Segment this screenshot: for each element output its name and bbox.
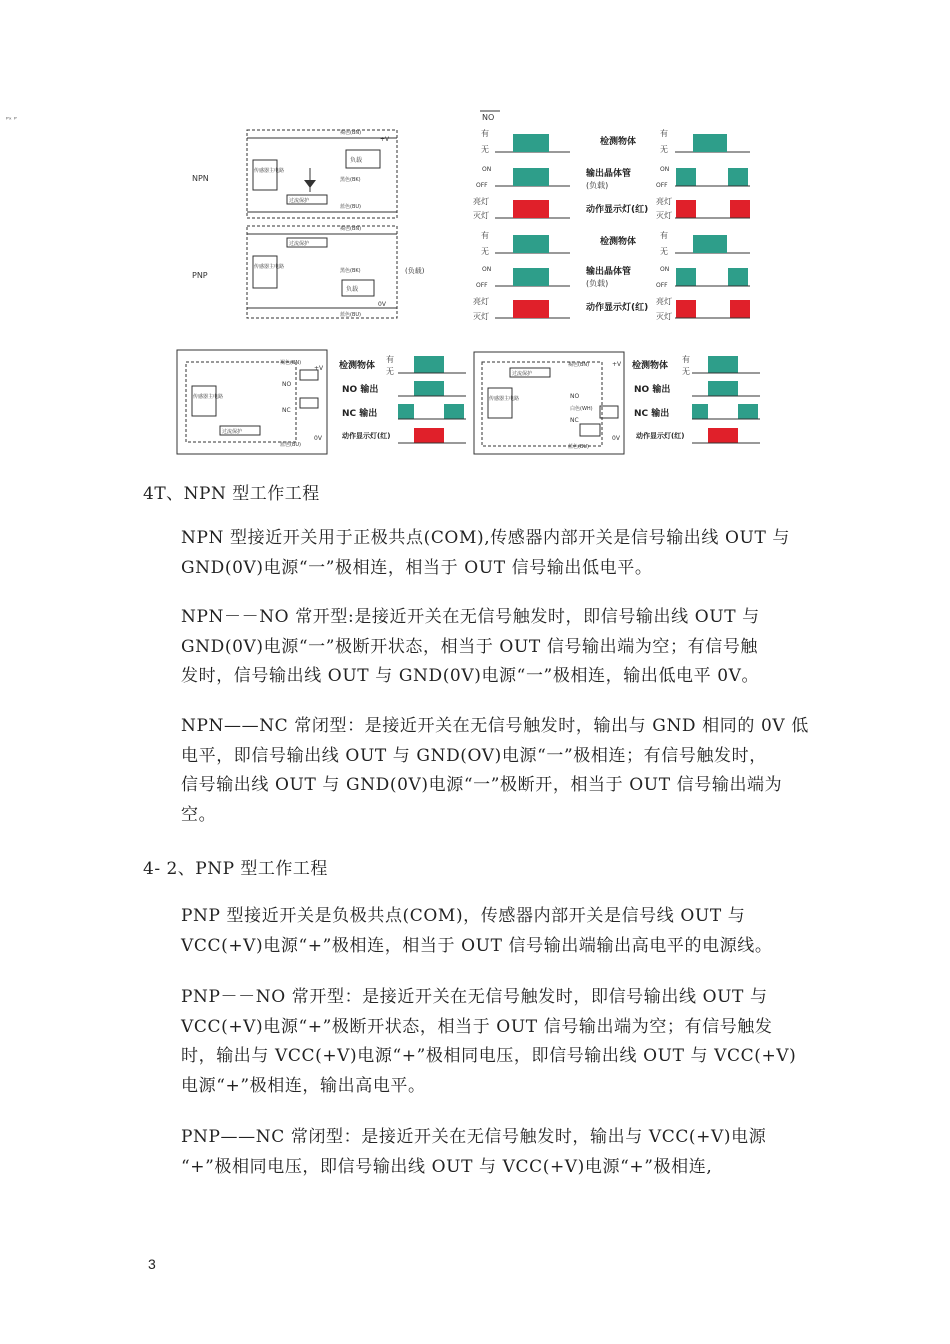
timing-no-label: NO [482,113,495,122]
timing-r-none-2: 无 [660,247,668,256]
timing-r-lamp-1: 动作显示灯(红) [586,205,649,215]
text-line: VCC(+V)电源“+”极相连，相当于 OUT 信号输出端输出高电平的电源线。 [181,935,773,956]
nonc-nc: NC [282,407,291,414]
timing-r-transistor-1: 输出晶体管 [586,169,632,179]
nonc-no: NO [282,381,292,388]
pnp-no-paragraph [181,983,811,1101]
pnp-load: 负载 [346,286,359,293]
npn-nc-paragraph [181,712,811,830]
text-line: 发时，信号输出线 OUT 与 GND(0V)电源“一”极相连，输出低电平 0V。 [181,666,760,686]
text-line: 空。 [181,804,217,825]
timing-r-detect-2: 检测物体 [600,237,637,247]
npn-sensor-main: 传感器主电路 [254,168,285,174]
pnp-intro-paragraph [181,902,811,961]
npn-wire-blue: 蓝色(BU) [340,204,361,210]
pnonc-zero-v: 0V [612,435,620,442]
text-line: GND(0V)电源“一”极断开状态，相当于 OUT 信号输出端为空；有信号触 [181,636,759,657]
pnp-nc-paragraph [181,1123,811,1182]
pnp-nonc-circuit [474,352,624,454]
nonc-have-2: 有 [682,355,690,364]
pnonc-overcurrent: 过流保护 [512,371,533,377]
pnp-sensor-main: 传感器主电路 [254,264,285,270]
timing-r-detect-1: 检测物体 [600,137,637,147]
timing-r-load-2: (负载) [586,279,609,288]
timing-right [585,128,750,321]
timing-r-lamp-2: 动作显示灯(红) [586,303,649,313]
timing-none-1: 无 [481,145,489,154]
wiring-diagram-bottom [176,348,762,456]
timing-left [473,111,570,321]
text-line: NPN－－NO 常开型:是接近开关在无信号触发时，即信号输出线 OUT 与 [181,607,760,627]
nonc-have-1: 有 [386,355,394,364]
timing-r-lit-1: 亮灯 [656,197,672,206]
pnp-label: PNP [192,271,208,280]
timing-r-unlit-2: 灭灯 [656,312,672,321]
timing-lit-2: 亮灯 [473,297,489,306]
pnonc-wire-white: 白色(WH) [570,406,593,412]
nonc-plus-v: +V [314,365,324,372]
nonc-none-1: 无 [386,367,394,376]
page-number: 3 [148,1256,156,1272]
timing-r-have-2: 有 [660,231,668,240]
text-line: 电平，即信号输出线 OUT 与 GND(OV)电源“一”极相连；有信号触发时， [181,745,767,766]
pnp-wire-brown: 褐色(BN) [340,226,362,232]
npn-overcurrent: 过流保护 [289,198,310,204]
text-line: NPN——NC 常闭型：是接近开关在无信号触发时，输出与 GND 相同的 0V 低 [181,716,809,736]
npn-wire-brown: 褐色(BN) [340,130,362,136]
timing-r-unlit-1: 灭灯 [656,211,672,220]
corner-mark: ᴾˣ ᴾ [6,116,17,124]
text-line: NPN 型接近开关用于正极共点(COM),传感器内部开关是信号输出线 OUT 与 [181,528,791,548]
timing-r-off-1: OFF [656,182,668,189]
pnonc-nc: NC [570,417,579,424]
timing-have-1: 有 [481,129,489,138]
text-line: GND(0V)电源“一”极相连，相当于 OUT 信号输出低电平。 [181,557,653,578]
pnp-overcurrent: 过流保护 [289,241,310,247]
timing-on-2: ON [482,266,492,273]
text-line: 时，输出与 VCC(+V)电源“+”极相同电压，即信号输出线 OUT 与 VCC(+V) [181,1046,797,1066]
npn-label: NPN [192,174,209,183]
timing-r-lit-2: 亮灯 [656,297,672,306]
wiring-figure-bottom [176,348,762,456]
text-line: PNP——NC 常闭型：是接近开关在无信号触发时，输出与 VCC(+V)电源 [181,1127,767,1147]
timing-r-off-2: OFF [656,282,668,289]
timing-r-on-1: ON [660,166,670,173]
pnonc-no: NO [570,393,580,400]
npn-wire-black: 黑色(BK) [340,177,361,183]
text-line: “+”极相同电压，即信号输出线 OUT 与 VCC(+V)电源“+”极相连, [181,1156,713,1177]
npn-intro-paragraph [181,524,811,583]
timing-lit-1: 亮灯 [473,197,489,206]
nonc-timing-left [339,354,466,443]
text-line: 电源“+”极相连，输出高电平。 [181,1075,426,1096]
nonc-detect-1: 检测物体 [339,361,376,371]
timing-have-2: 有 [481,231,489,240]
nonc-sensor-main: 传感器主电路 [193,394,224,400]
nonc-timing-right [632,354,760,443]
timing-off-2: OFF [476,282,488,289]
npn-plus-v: +V [380,136,390,143]
text-line: VCC(+V)电源“+”极断开状态，相当于 OUT 信号输出端为空；有信号触发 [181,1016,773,1037]
nonc-wire-blue: 蓝色(BU) [280,442,301,448]
nonc-nc-output-2: NC 输出 [634,409,670,419]
timing-r-have-1: 有 [660,129,668,138]
nonc-lamp-2: 动作显示灯(红) [636,432,685,440]
pnonc-plus-v: +V [612,361,622,368]
npn-no-paragraph [181,603,811,692]
wiring-figure-top [190,108,760,324]
nonc-wire-brown: 褐色(BN) [280,360,302,366]
nonc-none-2: 无 [682,367,690,376]
timing-off-1: OFF [476,182,488,189]
pnonc-sensor-main: 传感器主电路 [489,396,520,402]
npn-nonc-circuit [177,350,327,454]
pnp-wire-black: 黑色(BK) [340,268,361,274]
nonc-overcurrent: 过流保护 [222,429,243,435]
nonc-zero-v: 0V [314,435,322,442]
pnonc-wire-blue: 蓝色(BU) [568,444,589,450]
timing-r-none-1: 无 [660,145,668,154]
timing-r-on-2: ON [660,266,670,273]
pnp-wire-blue: 蓝色(BU) [340,312,361,318]
wiring-diagram-top [190,108,760,324]
nonc-nc-output-1: NC 输出 [342,409,378,419]
nonc-no-output-2: NO 输出 [634,385,671,395]
section-heading-npn: 4T、NPN 型工作工程 [143,484,320,504]
pnonc-wire-brown: 褐色(BN) [568,362,590,368]
timing-on-1: ON [482,166,492,173]
npn-circuit [192,129,397,218]
text-line: 信号输出线 OUT 与 GND(0V)电源“一”极断开，相当于 OUT 信号输出端为 [181,775,783,795]
timing-r-transistor-2: 输出晶体管 [586,267,632,277]
timing-none-2: 无 [481,247,489,256]
middle-load-label: (负载) [405,267,425,275]
timing-unlit-2: 灭灯 [473,312,489,321]
nonc-no-output-1: NO 输出 [342,385,379,395]
npn-load: 负载 [350,157,363,164]
timing-r-load-1: (负载) [586,181,609,190]
nonc-detect-2: 检测物体 [632,361,669,371]
text-line: PNP 型接近开关是负极共点(COM)，传感器内部开关是信号线 OUT 与 [181,906,746,926]
text-line: PNP－－NO 常开型：是接近开关在无信号触发时，即信号输出线 OUT 与 [181,987,768,1007]
nonc-lamp-1: 动作显示灯(红) [342,432,391,440]
timing-unlit-1: 灭灯 [473,211,489,220]
pnp-circuit [192,225,397,318]
pnp-zero-v: 0V [378,301,386,308]
section-heading-pnp: 4- 2、PNP 型工作工程 [143,859,328,879]
